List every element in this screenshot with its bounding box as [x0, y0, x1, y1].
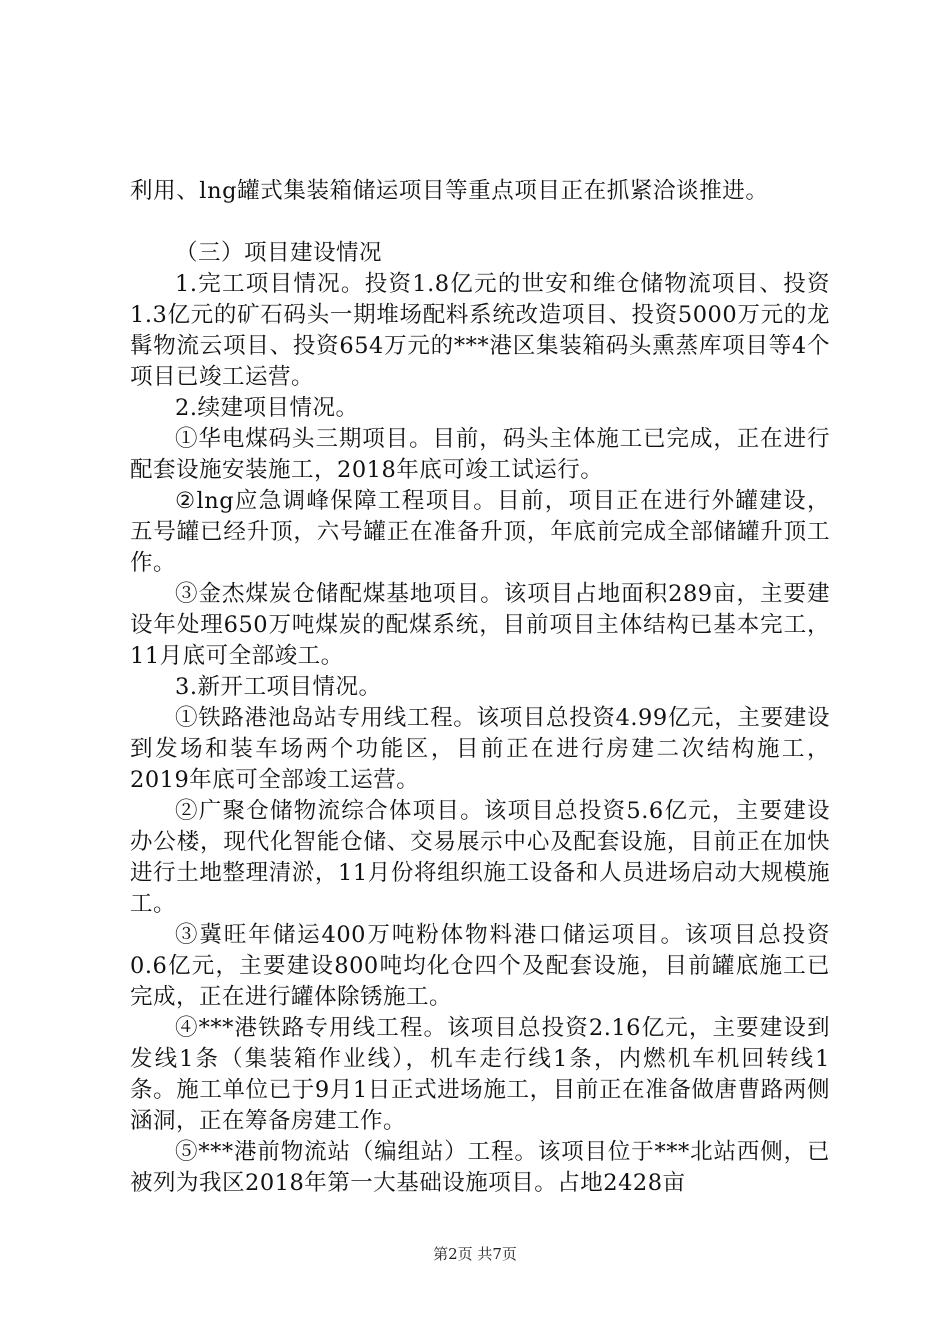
paragraph-new-5: ⑤***港前物流站（编组站）工程。该项目位于***北站西侧，已被列为我区2018年第一大基础设施项目。占地2428亩	[130, 1139, 830, 1196]
paragraph-new-1: ①铁路港池岛站专用线工程。该项目总投资4.99亿元，主要建设到发场和装车场两个功能区，目前正在进行房建二次结构施工，2019年底可全部竣工运营。	[130, 705, 830, 793]
paragraph-new-2: ②广聚仓储物流综合体项目。该项目总投资5.6亿元，主要建设办公楼，现代化智能仓储、交易展示中心及配套设施，目前正在加快进行土地整理清淤，11月份将组织施工设备和人员进场启动大规模施工。	[130, 798, 830, 917]
paragraph-ongoing-2: ②lng应急调峰保障工程项目。目前，项目正在进行外罐建设，五号罐已经升顶，六号罐正在准备升顶，年底前完成全部储罐升顶工作。	[130, 488, 830, 576]
document-body	[130, 238, 830, 1199]
paragraph-ongoing-1: ①华电煤码头三期项目。目前，码头主体施工已完成，正在进行配套设施安装施工，2018年底可竣工试运行。	[130, 426, 830, 483]
page-footer: 第2页 共7页	[433, 1245, 517, 1263]
paragraph-ongoing-heading: 2.续建项目情况。	[175, 395, 359, 421]
paragraph-new-3: ③冀旺年储运400万吨粉体物料港口储运项目。该项目总投资0.6亿元，主要建设800吨均化仓四个及配套设施，目前罐底施工已完成，正在进行罐体除锈施工。	[130, 922, 830, 1010]
continued-line: 利用、lng罐式集装箱储运项目等重点项目正在抓紧洽谈推进。	[130, 178, 769, 204]
section-heading: （三）项目建设情况	[175, 240, 383, 266]
paragraph-completed-projects: 1.完工项目情况。投资1.8亿元的世安和维仓储物流项目、投资1.3亿元的矿石码头一期堆场配料系统改造项目、投资5000万元的龙髯物流云项目、投资654万元的***港区集装箱码头熏蒸库项目等4个项目已竣工运营。	[130, 271, 830, 390]
paragraph-ongoing-3: ③金杰煤炭仓储配煤基地项目。该项目占地面积289亩，主要建设年处理650万吨煤炭的配煤系统，目前项目主体结构已基本完工，11月底可全部竣工。	[130, 581, 830, 669]
paragraph-new-heading: 3.新开工项目情况。	[175, 674, 382, 700]
paragraph-new-4: ④***港铁路专用线工程。该项目总投资2.16亿元，主要建设到发线1条（集装箱作业线），机车走行线1条，内燃机车机回转线1条。施工单位已于9月1日正式进场施工，目前正在准备做唐曹路两侧涵洞，正在筹备房建工作。	[130, 1015, 830, 1134]
